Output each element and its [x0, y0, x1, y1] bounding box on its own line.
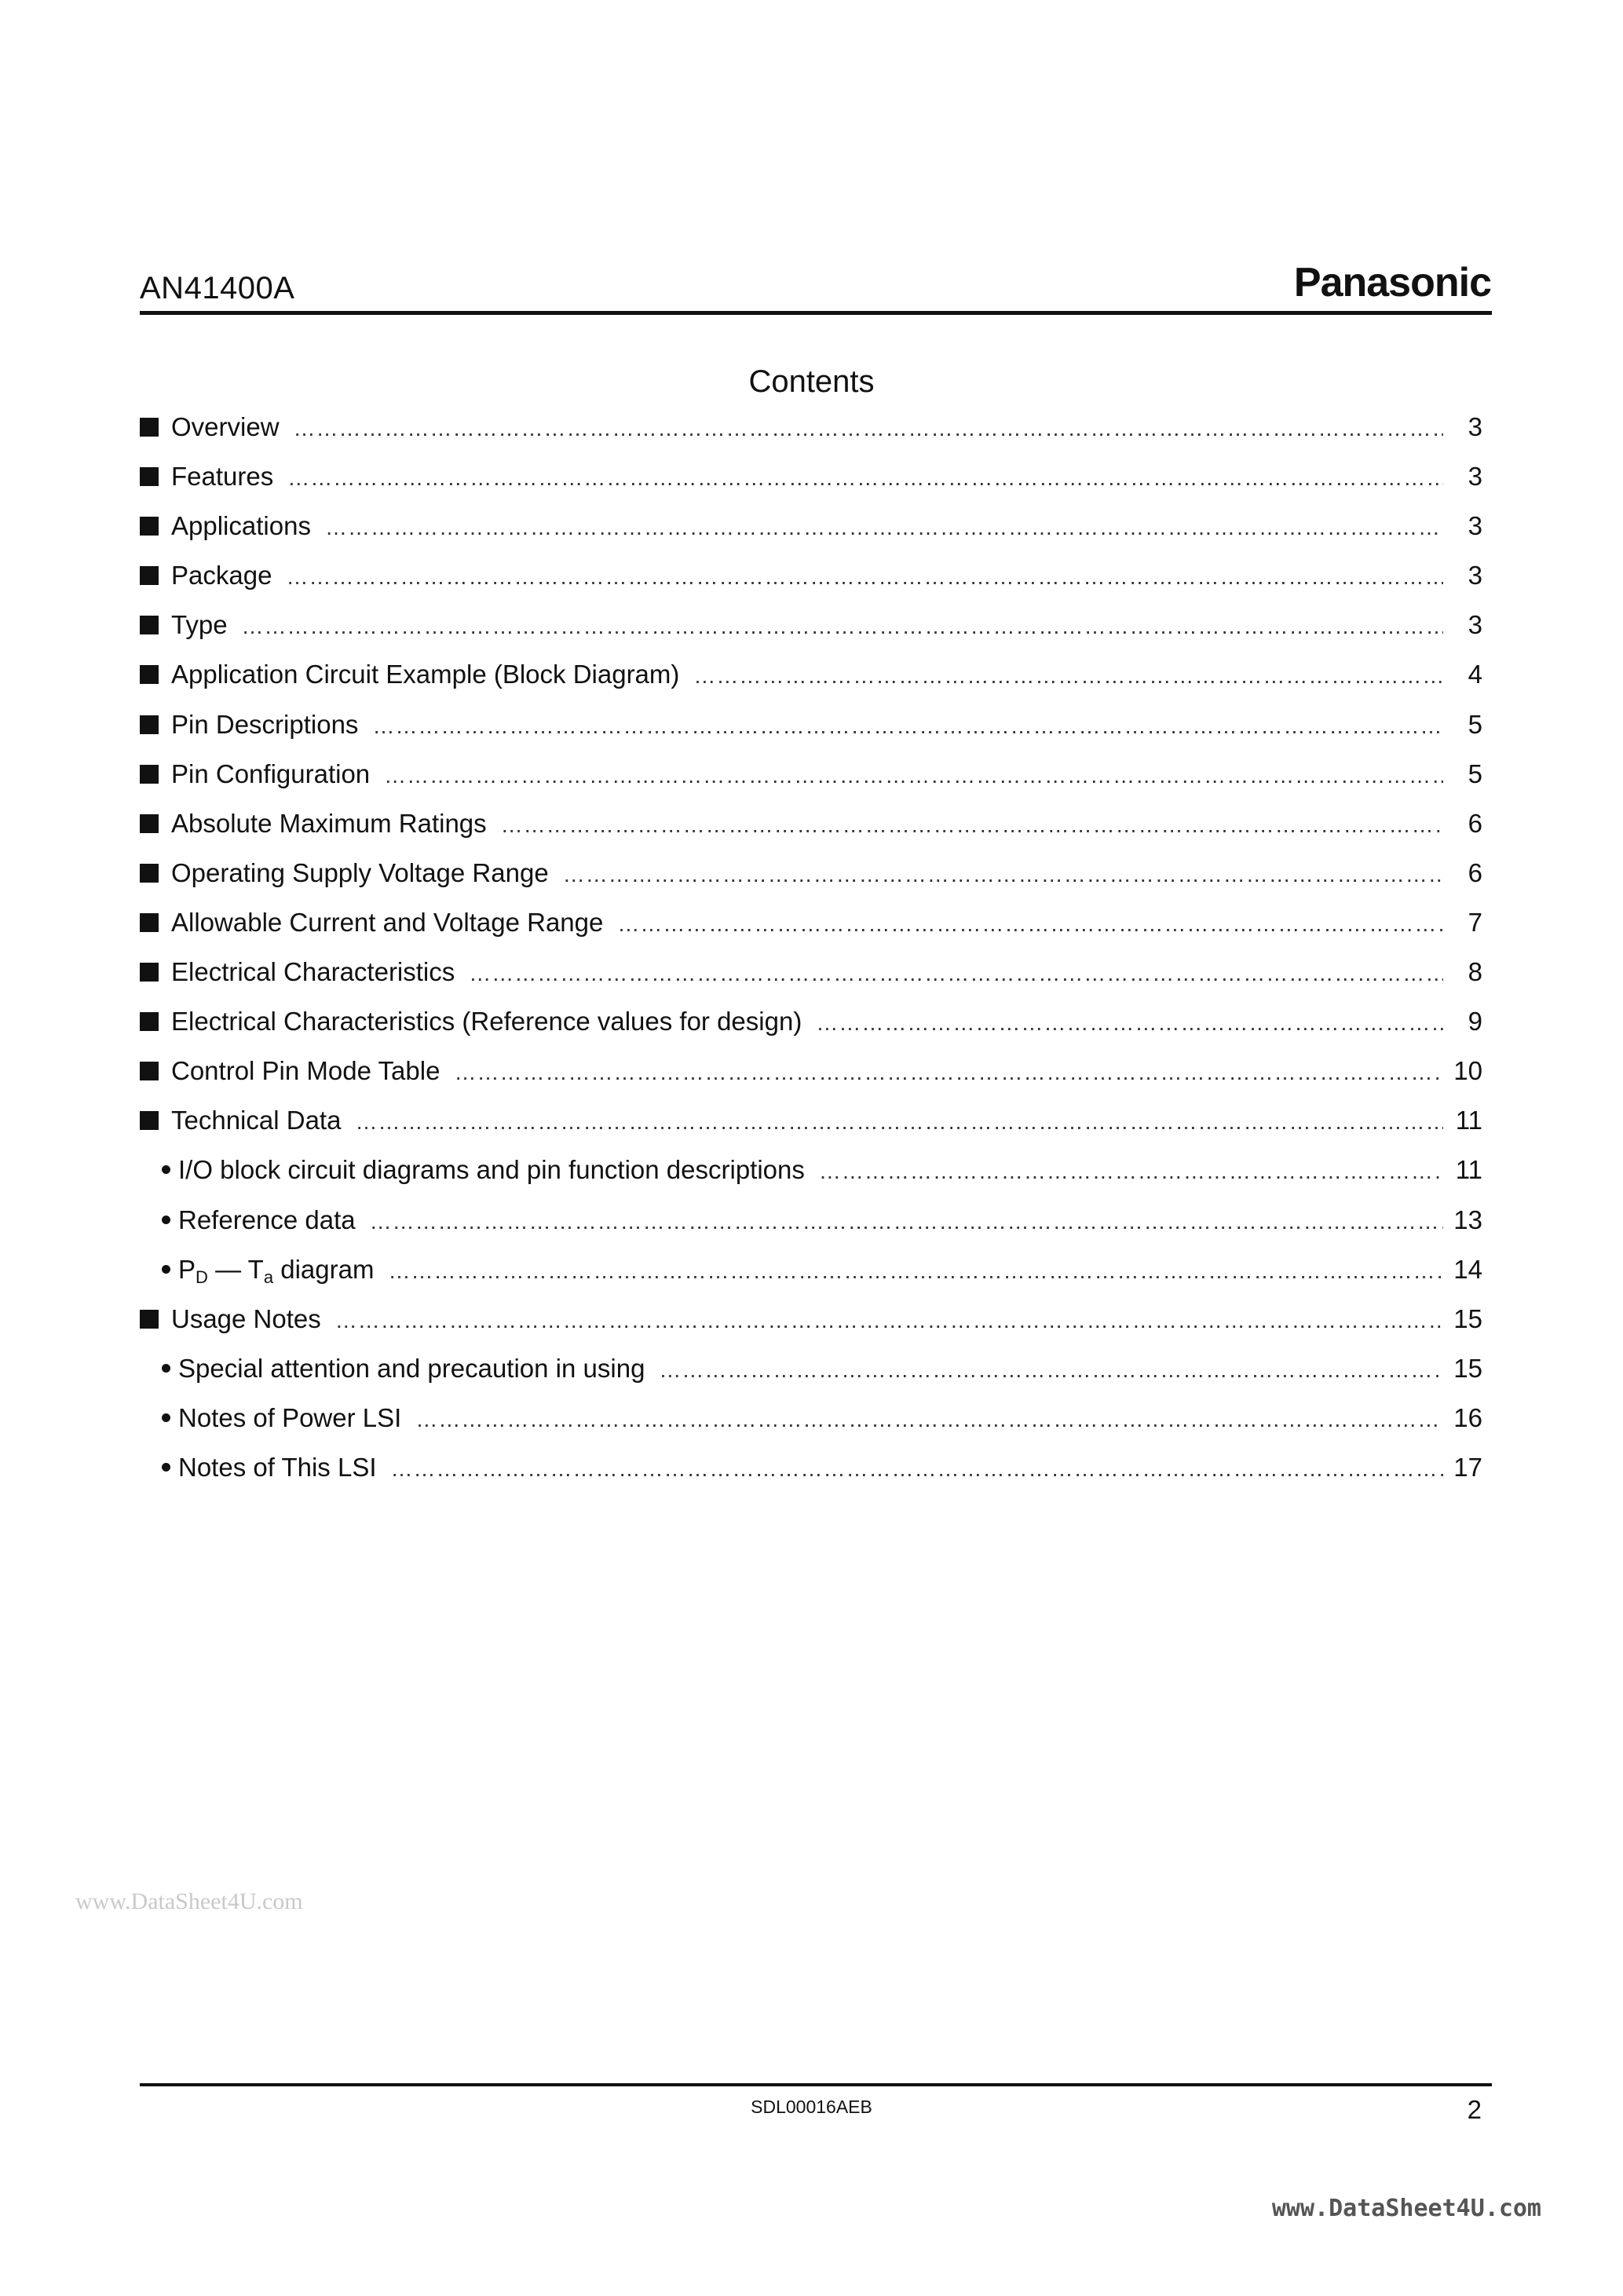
dot-leader [819, 1159, 1443, 1184]
toc-entry-page: 7 [1468, 907, 1482, 937]
toc-entry-page: 15 [1453, 1303, 1482, 1333]
toc-entry-label: Electrical Characteristics [171, 957, 455, 987]
black-square-icon [140, 517, 159, 536]
toc-entry-label: Notes of This LSI [178, 1452, 377, 1482]
table-of-contents [140, 412, 1482, 1502]
toc-entry-label: Usage Notes [171, 1303, 321, 1333]
dot-leader [388, 1259, 1443, 1284]
dot-leader [242, 614, 1443, 639]
bullet-dot-icon [162, 1364, 170, 1373]
black-square-icon [140, 1310, 159, 1329]
toc-subentry[interactable] [140, 1354, 1482, 1403]
toc-entry-label: Control Pin Mode Table [171, 1056, 440, 1086]
pd-subscript: D [196, 1267, 208, 1287]
toc-subentry[interactable] [140, 1205, 1482, 1255]
dot-leader [294, 416, 1443, 441]
document-code: SDL00016AEB [751, 2097, 872, 2117]
toc-entry-label: Application Circuit Example (Block Diagram) [171, 660, 680, 689]
toc-entry-page: 5 [1468, 709, 1482, 739]
toc-entry[interactable] [140, 1056, 1482, 1106]
dot-leader [816, 1011, 1443, 1036]
toc-entry-label: Applications [171, 511, 311, 541]
dot-leader [617, 912, 1443, 937]
bullet-dot-icon [162, 1165, 170, 1174]
toc-entry-page: 3 [1468, 462, 1482, 492]
dot-leader [384, 763, 1443, 788]
black-square-icon [140, 864, 159, 883]
dot-leader [287, 466, 1443, 491]
toc-entry-label: Operating Supply Voltage Range [171, 857, 549, 887]
toc-subentry[interactable] [140, 1155, 1482, 1205]
black-square-icon [140, 1012, 159, 1031]
page-number: 2 [1467, 2095, 1482, 2124]
dot-leader [469, 961, 1443, 986]
dot-leader [563, 862, 1443, 887]
toc-entry-page: 11 [1455, 1155, 1482, 1185]
footer-divider [140, 2083, 1492, 2086]
diagram-word: diagram [273, 1254, 375, 1284]
toc-entry-page: 10 [1453, 1056, 1482, 1086]
dot-leader [391, 1457, 1443, 1482]
toc-entry-page: 17 [1453, 1452, 1482, 1482]
toc-entry-page: 3 [1468, 511, 1482, 541]
black-square-icon [140, 963, 159, 982]
brand-logo: Panasonic [1293, 260, 1491, 305]
ta-symbol: T [247, 1254, 264, 1284]
black-square-icon [140, 814, 159, 833]
toc-entry[interactable] [140, 561, 1482, 610]
part-number: AN41400A [140, 271, 295, 305]
toc-entry[interactable] [140, 1007, 1482, 1056]
toc-entry[interactable] [140, 809, 1482, 858]
bullet-dot-icon [162, 1216, 170, 1224]
toc-entry-label: Features [171, 462, 274, 492]
bullet-dot-icon [162, 1413, 170, 1422]
black-square-icon [140, 765, 159, 784]
toc-entry-label: Reference data [178, 1205, 356, 1234]
toc-entry-label: Technical Data [171, 1106, 342, 1135]
contents-title: Contents [748, 364, 875, 399]
toc-entry-label: Pin Descriptions [171, 709, 359, 739]
bullet-dot-icon [162, 1265, 170, 1274]
header-divider [140, 311, 1492, 315]
toc-entry-label [178, 1255, 388, 1288]
toc-entry[interactable] [140, 908, 1482, 957]
toc-entry[interactable] [140, 1304, 1482, 1354]
em-dash: — [207, 1254, 248, 1284]
toc-entry[interactable] [140, 462, 1482, 511]
bullet-dot-icon [162, 1463, 170, 1472]
black-square-icon [140, 913, 159, 932]
toc-entry-label: Electrical Characteristics (Reference values for design) [171, 1007, 802, 1036]
dot-leader [335, 1308, 1443, 1333]
toc-subentry[interactable] [140, 1403, 1482, 1453]
toc-entry-page: 9 [1468, 1007, 1482, 1036]
black-square-icon [140, 1062, 159, 1080]
dot-leader [370, 1209, 1443, 1234]
dot-leader [454, 1060, 1443, 1085]
dot-leader [286, 565, 1443, 590]
ta-subscript: a [263, 1267, 274, 1287]
toc-entry[interactable] [140, 858, 1482, 908]
toc-entry-page: 4 [1468, 660, 1482, 689]
toc-entry-label: Allowable Current and Voltage Range [171, 907, 604, 937]
toc-entry-page: 3 [1468, 412, 1482, 441]
black-square-icon [140, 665, 159, 684]
toc-entry[interactable] [140, 660, 1482, 709]
black-square-icon [140, 467, 159, 486]
black-square-icon [140, 1111, 159, 1130]
toc-entry-page: 15 [1453, 1353, 1482, 1383]
toc-entry[interactable] [140, 1106, 1482, 1155]
toc-entry-page: 13 [1453, 1205, 1482, 1234]
toc-entry-page: 6 [1468, 857, 1482, 887]
dot-leader [325, 515, 1443, 540]
dot-leader [659, 1358, 1443, 1383]
toc-entry[interactable] [140, 957, 1482, 1007]
toc-subentry[interactable] [140, 1255, 1482, 1304]
watermark-right[interactable]: www.DataSheet4U.com [1271, 2195, 1541, 2222]
black-square-icon [140, 566, 159, 585]
toc-entry-page: 6 [1468, 808, 1482, 838]
watermark-left: www.DataSheet4U.com [75, 1888, 303, 1914]
toc-entry-label: Pin Configuration [171, 759, 371, 788]
pd-symbol: P [178, 1254, 196, 1284]
toc-entry-page: 8 [1468, 957, 1482, 987]
toc-entry-label: Type [171, 610, 228, 640]
toc-entry-page: 5 [1468, 759, 1482, 788]
toc-entry-label: Notes of Power LSI [178, 1402, 402, 1432]
dot-leader [355, 1110, 1443, 1135]
toc-entry-label: Absolute Maximum Ratings [171, 808, 487, 838]
toc-entry-label: Package [171, 561, 272, 590]
dot-leader [693, 664, 1443, 689]
toc-entry[interactable] [140, 610, 1482, 660]
toc-entry-page: 16 [1453, 1402, 1482, 1432]
dot-leader [415, 1407, 1443, 1432]
dot-leader [501, 813, 1443, 838]
toc-entry[interactable] [140, 511, 1482, 561]
toc-entry-label: Overview [171, 412, 280, 441]
toc-entry[interactable] [140, 710, 1482, 759]
toc-entry-page: 14 [1453, 1254, 1482, 1284]
toc-entry-page: 3 [1468, 561, 1482, 590]
toc-entry-label: I/O block circuit diagrams and pin function descriptions [178, 1155, 805, 1185]
toc-entry[interactable] [140, 759, 1482, 809]
black-square-icon [140, 715, 159, 734]
black-square-icon [140, 418, 159, 437]
toc-subentry[interactable] [140, 1453, 1482, 1502]
toc-entry-label: Special attention and precaution in using [178, 1353, 645, 1383]
toc-entry-page: 3 [1468, 610, 1482, 640]
black-square-icon [140, 616, 159, 634]
toc-entry[interactable] [140, 412, 1482, 462]
dot-leader [372, 714, 1443, 739]
toc-entry-page: 11 [1455, 1106, 1482, 1135]
